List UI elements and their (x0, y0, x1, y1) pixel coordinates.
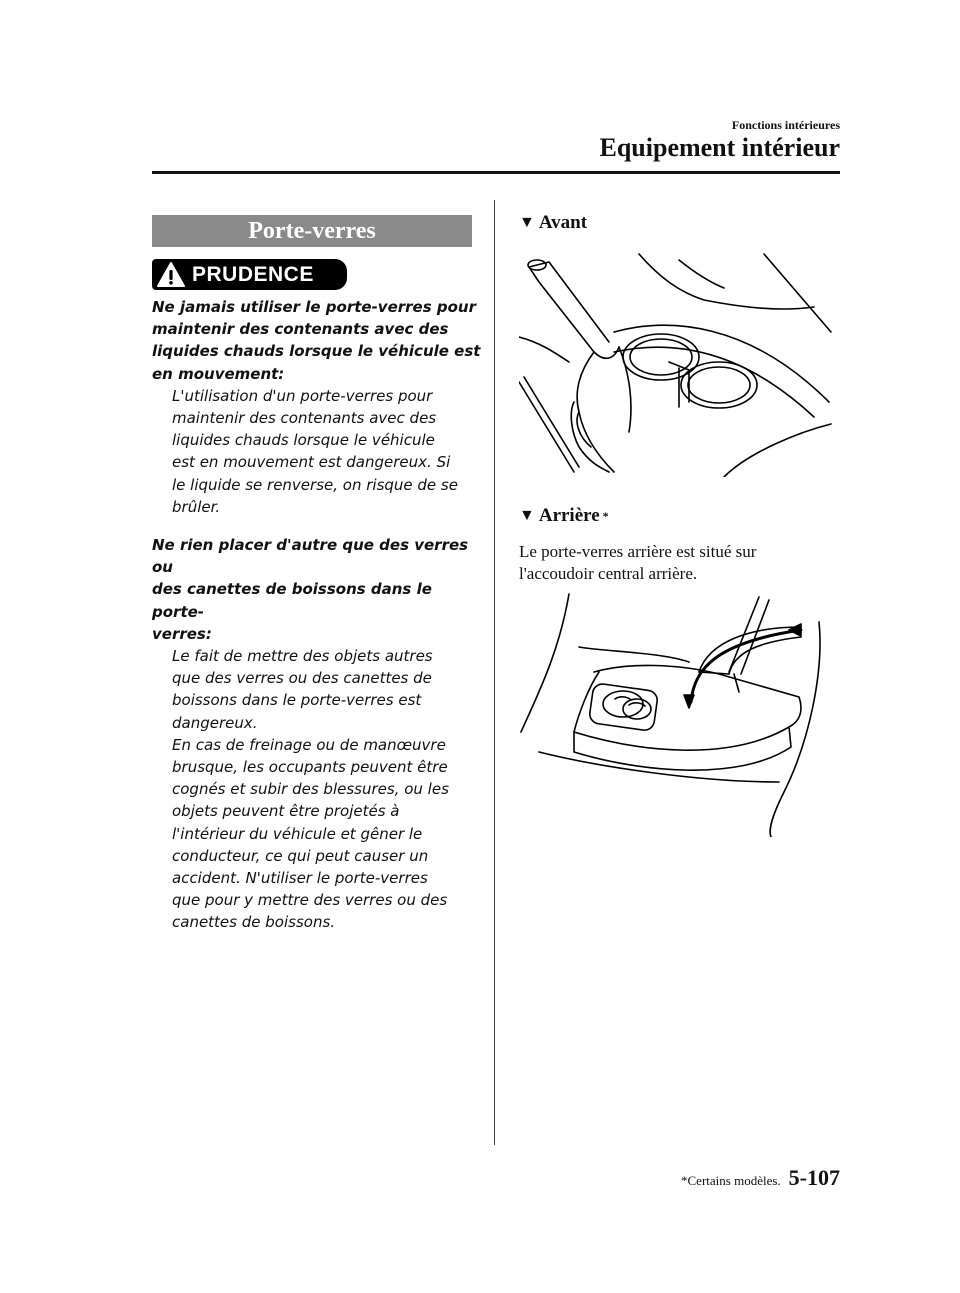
warning-icon (156, 260, 186, 290)
caution-text (152, 296, 482, 934)
rear-heading-label: Arrière (538, 505, 600, 526)
page-number: 5-107 (788, 1165, 840, 1190)
optional-equipment-star: * (602, 508, 609, 523)
triangle-marker-icon: ▼ (519, 214, 535, 231)
front-heading (519, 212, 587, 234)
chapter-title: Fonctions intérieures (731, 118, 840, 132)
caution-banner (152, 259, 347, 290)
section-title-bar (152, 215, 472, 247)
header-rule (152, 171, 840, 174)
rear-cup-holder-illustration (519, 592, 839, 837)
section-title: Porte-verres (248, 217, 376, 244)
column-divider (494, 200, 495, 1145)
caution-label: PRUDENCE (192, 262, 314, 286)
front-heading-label: Avant (538, 212, 588, 233)
rear-heading (519, 505, 609, 527)
caution-item-2-body: Le fait de mettre des objets autres que des verres ou des canettes de boissons dans le porte-verres est dangereux. En cas de freinage ou de manœuvre brusque, les occupants peuvent être cognés et subir des blessures, ou les objets peuvent être projetés à l'intérieur du véhicule et gêner le conducteur, ce qui peut causer un accident. N'utiliser le porte-verres que pour y mettre des verres ou des canettes de boissons. (172, 647, 449, 932)
page-title: Equipement intérieur (599, 133, 840, 162)
caution-item-1-body: L'utilisation d'un porte-verres pour maintenir des contenants avec des liquides chauds lorsque le véhicule est en mouvement est dangereux. Si le liquide se renverse, on risque de se brûler. (172, 386, 458, 516)
front-cup-holder-illustration (519, 252, 839, 477)
page-footer (681, 1165, 840, 1191)
caution-item-2-heading: Ne rien placer d'autre que des verres ou des canettes de boissons dans le porte- verres: (152, 536, 469, 643)
footnote: *Certains modèles. (681, 1173, 781, 1188)
rear-description: Le porte-verres arrière est situé sur l'accoudoir central arrière. (519, 542, 757, 583)
caution-item-1-heading: Ne jamais utiliser le porte-verres pour maintenir des contenants avec des liquides chauds lorsque le véhicule est en mouvement: (152, 298, 481, 383)
triangle-marker-icon: ▼ (519, 507, 535, 524)
